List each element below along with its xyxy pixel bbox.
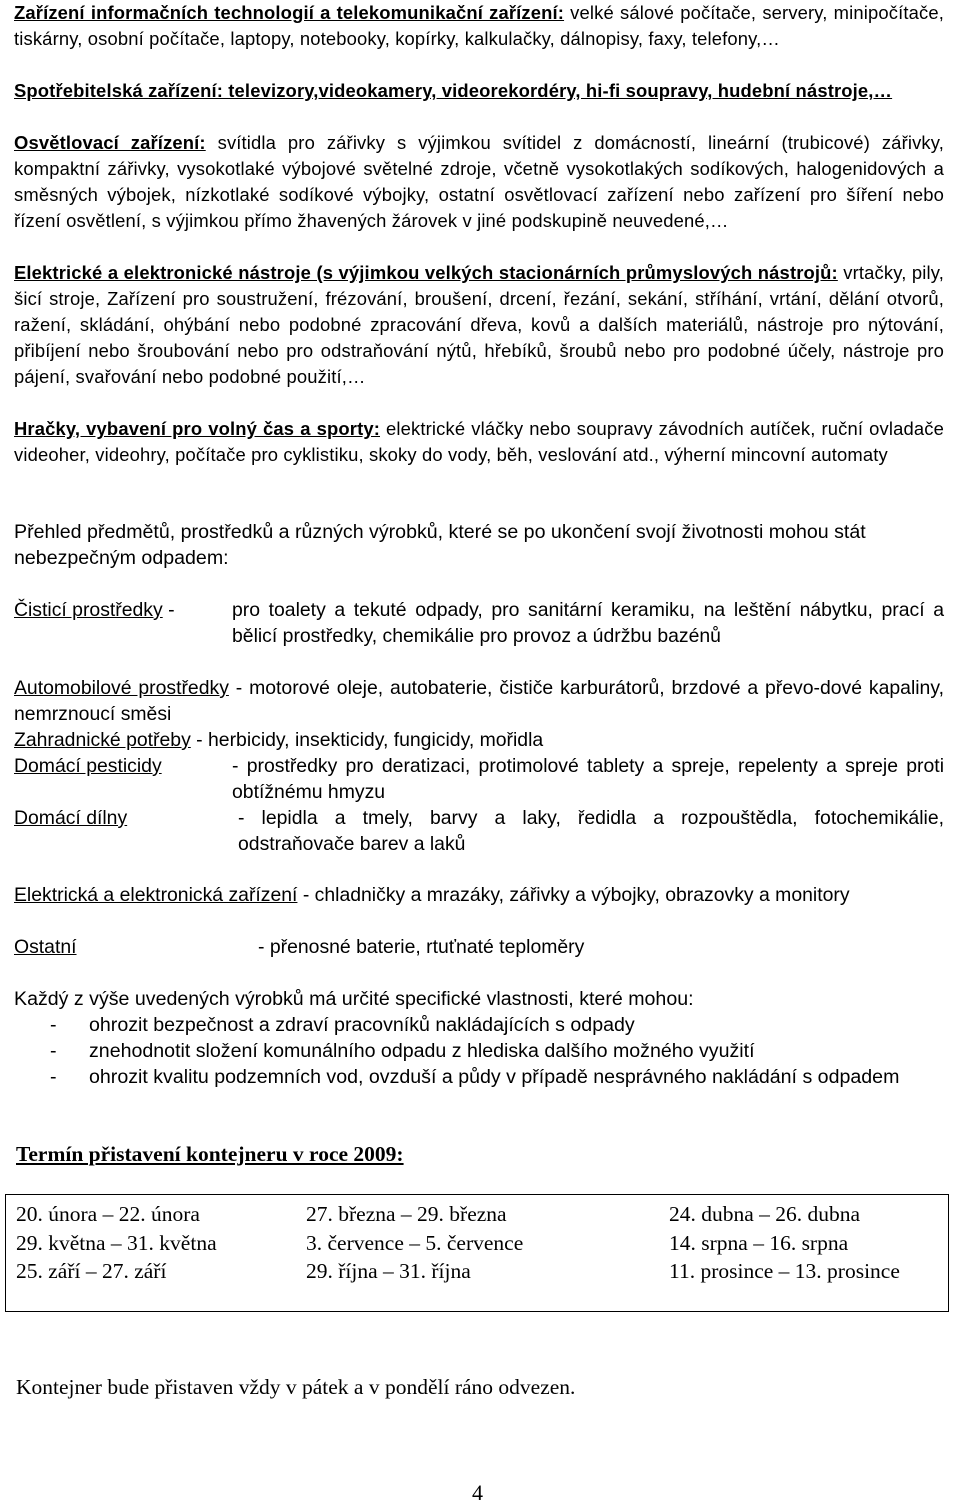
hazard-label: Domácí pesticidy	[14, 755, 162, 777]
category-it-telecom	[14, 0, 944, 52]
hazard-desc: Elektrická a elektronická zařízení - chladničky a mrazáky, zářivky a výbojky, obrazovky a monitory	[14, 884, 850, 906]
hazard-label: Domácí dílny	[14, 807, 128, 829]
hazard-desc: - přenosné baterie, rtuťnaté teploměry	[258, 936, 585, 958]
schedule-cell: 27. března – 29. března	[306, 1202, 507, 1226]
hazardous-intro: Přehled předmětů, prostředků a různých výrobků, které se po ukončení svojí životnosti mohou stát nebezpečným odpadem:	[14, 521, 866, 569]
category-heading: Zařízení informačních technologií a telekomunikační zařízení:	[14, 2, 565, 23]
list-item: - ohrozit bezpečnost a zdraví pracovníků nakládajících s odpady	[50, 1014, 635, 1036]
category-text: elektrické vláčky nebo soupravy závodních autíček, ruční ovladače videoher, videohry, počítače pro cyklistiku, skoky do vody, běh, veslování atd., výherní mincovní automaty	[14, 418, 944, 465]
schedule-cell: 24. dubna – 26. dubna	[669, 1202, 861, 1226]
category-toys	[14, 416, 944, 468]
category-text: vrtačky, pily, šicí stroje, Zařízení pro soustružení, frézování, broušení, drcení, řezání, sekání, stříhání, vrtání, dělání otvorů, ražení, skládání, ohýbání nebo podobné zpracování dřeva, kovů a dalších materiálů, nástroje pro nýtování, přibíjení nebo šroubování nebo pro odstraňování nýtů, hřebíků, šroubů nebo pro podobné účely, nástroje pro pájení, svařování nebo podobné použití,…	[14, 262, 944, 387]
category-consumer	[14, 78, 944, 104]
bullet-dash: -	[50, 1066, 57, 1088]
schedule-title: Termín přistavení kontejneru v roce 2009:	[16, 1142, 404, 1166]
hazard-desc: - lepidla a tmely, barvy a laky, ředidla a rozpouštědla, fotochemikálie, odstraňovače barev a laků	[238, 807, 944, 855]
hazard-label: Automobilové prostředky	[14, 677, 229, 699]
category-heading: Spotřebitelská zařízení: televizory,videokamery, videorekordéry, hi-fi soupravy, hudební nástroje,…	[14, 80, 893, 101]
hazard-label: Elektrická a elektronická zařízení	[14, 884, 298, 906]
category-text: velké sálové počítače, servery, minipočítače, tiskárny, osobní počítače, laptopy, notebooky, kopírky, kalkulačky, dálnopisy, faxy, telefony,…	[14, 2, 944, 49]
footer-note: Kontejner bude přistaven vždy v pátek a v pondělí ráno odvezen.	[16, 1375, 576, 1399]
schedule-cell: 3. července – 5. července	[306, 1231, 524, 1255]
category-heading: Elektrické a elektronické nástroje (s výjimkou velkých stacionárních průmyslových nástrojů:	[14, 262, 838, 283]
schedule-cell: 29. října – 31. října	[306, 1259, 471, 1283]
list-item: - ohrozit kvalitu podzemních vod, ovzduší a půdy v případě nesprávného nakládání s odpadem	[50, 1066, 900, 1088]
schedule-cell: 25. září – 27. září	[16, 1259, 167, 1283]
hazard-desc: - prostředky pro deratizaci, protimolové tablety a spreje, repelenty a spreje proti obtížnému hmyzu	[232, 755, 944, 803]
hazard-label: Čisticí prostředky -	[14, 599, 175, 621]
page-number: 4	[472, 1480, 483, 1505]
bullet-dash: -	[50, 1014, 57, 1036]
schedule-table	[5, 1194, 949, 1312]
properties-intro: Každý z výše uvedených výrobků má určité specifické vlastnosti, které mohou:	[14, 988, 694, 1010]
bullet-dash: -	[50, 1040, 57, 1062]
properties-block	[14, 986, 944, 1090]
schedule-cell: 20. února – 22. února	[16, 1202, 200, 1226]
schedule-cell: 14. srpna – 16. srpna	[669, 1231, 849, 1255]
hazard-label: Zahradnické potřeby - herbicidy, insekticidy, fungicidy, mořidla	[14, 729, 544, 751]
list-item: - znehodnotit složení komunálního odpadu z hlediska dalšího možného využití	[50, 1040, 755, 1062]
category-lighting	[14, 130, 944, 234]
hazard-desc: pro toalety a tekuté odpady, pro sanitární keramiku, na leštění nábytku, prací a bělicí prostředky, chemikálie pro provoz a údržbu bazénů	[232, 599, 944, 647]
category-tools	[14, 260, 944, 390]
hazard-label: Ostatní	[14, 936, 77, 958]
category-heading: Hračky, vybavení pro volný čas a sporty:	[14, 418, 380, 439]
category-heading: Osvětlovací zařízení:	[14, 132, 206, 153]
schedule-cell: 29. května – 31. května	[16, 1231, 217, 1255]
category-text: svítidla pro zářivky s výjimkou svítidel z domácností, lineární (trubicové) zářivky, kompaktní zářivky, vysokotlaké výbojové světelné zdroje, včetně vysokotlakých sodíkových, halogenidových a směsných výbojek, nízkotlaké sodíkové výbojky, ostatní osvětlovací zařízení nebo zařízení pro šíření nebo řízení osvětlení, s výjimkou přímo žhavených žárovek v jiné podskupině neuvedené,…	[14, 132, 945, 231]
hazard-desc: Automobilové prostředky - motorové oleje, autobaterie, čističe karburátorů, brzdové a převo-dové kapaliny, nemrznoucí směsi	[14, 677, 944, 725]
schedule-cell: 11. prosince – 13. prosince	[669, 1259, 900, 1283]
